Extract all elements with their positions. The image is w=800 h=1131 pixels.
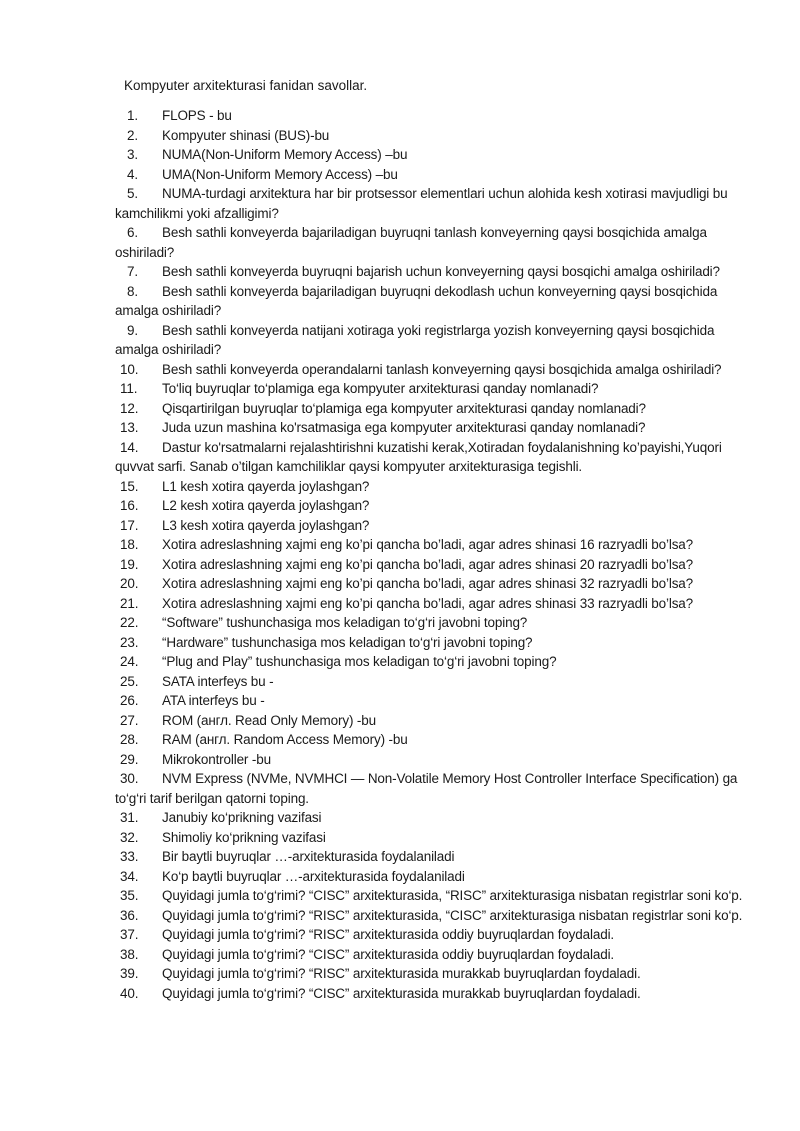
question-text: L2 kesh xotira qayerda joylashgan? [162,498,370,513]
question-number: 22. [120,615,139,630]
question-text: Quyidagi jumla to‘g‘rimi? “RISC” arxitekturasida oddiy buyruqlardan foydaladi. [162,927,615,942]
question-text: Bir baytli buyruqlar …-arxitekturasida foydalaniladi [162,849,455,864]
question-item [115,613,745,633]
question-number: 39. [120,966,139,981]
question-text: Mikrokontroller -bu [162,751,271,767]
question-number: 14. [120,439,139,455]
question-number: 21. [120,595,139,611]
question-item [115,867,745,887]
question-text: To‘liq buyruqlar to‘plamiga ega kompyuter arxitekturasi qanday nomlanadi? [162,381,599,396]
question-item [115,516,745,536]
question-item [115,652,745,672]
question-item [115,691,745,711]
document-title: Kompyuter arxitekturasi fanidan savollar. [124,78,368,93]
question-number: 18. [120,537,139,552]
question-item [115,925,745,945]
question-text: Xotira adreslashning xajmi eng ko’pi qancha bo’ladi, agar adres shinasi 32 razryadli bo’lsa? [162,576,694,591]
question-number: 13. [120,420,139,435]
question-number: 2. [127,127,138,143]
question-text: ROM (англ. Read Only Memory) -bu [162,712,376,728]
question-item [115,399,745,419]
question-number: 17. [120,517,139,533]
question-list [115,106,745,1003]
question-text: Quyidagi jumla to‘g‘rimi? “CISC” arxitekturasida murakkab buyruqlardan foydaladi. [162,985,641,1001]
question-text: Besh sathli konveyerda natijani xotiraga yoki registrlarga yozish konveyerning qaysi bosqichida amalga oshiriladi? [115,322,715,357]
question-number: 15. [120,478,139,494]
question-number: 27. [120,712,139,728]
question-item [115,633,745,653]
question-item [115,945,745,965]
question-item [115,750,745,770]
question-item [115,496,745,516]
question-number: 36. [120,907,139,923]
question-text: “Plug and Play” tushunchasiga mos keladigan to‘g‘ri javobni toping? [162,654,557,669]
question-text: “Hardware” tushunchasiga mos keladigan to‘g‘ri javobni toping? [162,634,533,650]
question-text: Qisqartirilgan buyruqlar to‘plamiga ega kompyuter arxitekturasi qanday nomlanadi? [162,400,646,416]
question-text: Juda uzun mashina ko'rsatmasiga ega kompyuter arxitekturasi qanday nomlanadi? [162,420,646,435]
question-number: 3. [127,147,138,162]
question-text: Besh sathli konveyerda bajariladigan buyruqni tanlash konveyerning qaysi bosqichida amalga oshiriladi? [115,225,707,260]
question-text: L3 kesh xotira qayerda joylashgan? [162,517,370,533]
question-text: NUMA(Non-Uniform Memory Access) –bu [162,147,408,162]
question-text: Besh sathli konveyerda bajariladigan buyruqni dekodlash uchun konveyerning qaysi bosqichida amalga oshiriladi? [115,283,718,318]
question-number: 31. [120,810,139,825]
question-number: 8. [127,283,138,299]
question-text: Quyidagi jumla to‘g‘rimi? “CISC” arxitekturasida oddiy buyruqlardan foydaladi. [162,946,615,962]
question-number: 26. [120,693,139,708]
question-text: RAM (англ. Random Access Memory) -bu [162,732,408,747]
question-text: Besh sathli konveyerda operandalarni tanlash konveyerning qaysi bosqichida amalga oshiriladi? [162,361,722,377]
question-text: NVM Express (NVMe, NVMHCI — Non-Volatile Memory Host Controller Interface Specification) ga to‘g‘ri tarif berilgan qatorni toping. [115,771,738,806]
question-item [115,730,745,750]
question-item [115,438,745,477]
question-number: 29. [120,751,139,767]
question-item [115,847,745,867]
question-item [115,808,745,828]
question-text: Ko‘p baytli buyruqlar …-arxitekturasida foydalaniladi [162,868,465,884]
question-item [115,828,745,848]
question-item [115,672,745,692]
question-number: 24. [120,654,139,669]
question-item [115,711,745,731]
question-text: Janubiy ko‘prikning vazifasi [162,810,322,825]
question-item [115,184,745,223]
question-number: 25. [120,673,139,689]
question-number: 20. [120,576,139,591]
question-text: Xotira adreslashning xajmi eng ko’pi qancha bo’ladi, agar adres shinasi 16 razryadli bo’lsa? [162,537,694,552]
question-item [115,886,745,906]
question-number: 19. [120,556,139,572]
question-item [115,535,745,555]
question-text: “Software” tushunchasiga mos keladigan to‘g‘ri javobni toping? [162,615,528,630]
question-text: Shimoliy ko‘prikning vazifasi [162,829,326,845]
question-text: Xotira adreslashning xajmi eng ko’pi qancha bo’ladi, agar adres shinasi 20 razryadli bo’lsa? [162,556,694,572]
question-item [115,321,745,360]
question-text: ATA interfeys bu - [162,693,265,708]
question-number: 4. [127,166,138,182]
question-item [115,984,745,1004]
question-text: Besh sathli konveyerda buyruqni bajarish uchun konveyerning qaysi bosqichi amalga oshiriladi? [162,264,720,279]
question-item [115,282,745,321]
question-number: 32. [120,829,139,845]
question-item [115,126,745,146]
question-item [115,594,745,614]
question-item [115,418,745,438]
question-number: 7. [127,264,138,279]
question-item [115,555,745,575]
question-number: 30. [120,771,139,786]
question-item [115,145,745,165]
question-item [115,769,745,808]
question-number: 33. [120,849,139,864]
question-text: UMA(Non-Uniform Memory Access) –bu [162,166,398,182]
question-item [115,379,745,399]
question-text: L1 kesh xotira qayerda joylashgan? [162,478,370,494]
question-number: 16. [120,498,139,513]
question-text: SATA interfeys bu - [162,673,274,689]
question-text: Kompyuter shinasi (BUS)-bu [162,127,330,143]
question-item [115,106,745,126]
question-item [115,906,745,926]
question-item [115,165,745,185]
question-number: 9. [127,322,138,338]
question-number: 1. [127,108,138,123]
question-text: Quyidagi jumla to‘g‘rimi? “RISC” arxitekturasida murakkab buyruqlardan foydaladi. [162,966,641,981]
question-number: 5. [127,186,138,201]
question-item [115,360,745,380]
question-number: 40. [120,985,139,1001]
question-text: Quyidagi jumla to‘g‘rimi? “RISC” arxitekturasida, “CISC” arxitekturasiga nisbatan registrlar soni ko‘p. [162,907,743,923]
question-text: Xotira adreslashning xajmi eng ko’pi qancha bo’ladi, agar adres shinasi 33 razryadli bo’lsa? [162,595,694,611]
question-text: Dastur ko'rsatmalarni rejalashtirishni kuzatishi kerak,Xotiradan foydalanishning ko’payishi,Yuqori quvvat sarfi. Sanab o’tilgan kamchiliklar qaysi kompyuter arxitekturasiga tegishli. [115,439,722,474]
question-number: 12. [120,400,139,416]
question-text: Quyidagi jumla to‘g‘rimi? “CISC” arxitekturasida, “RISC” arxitekturasiga nisbatan registrlar soni ko‘p. [162,888,743,903]
question-number: 6. [127,225,138,240]
question-text: NUMA-turdagi arxitektura har bir protsessor elementlari uchun alohida kesh xotirasi mavjudligi bu kamchilikmi yoki afzalligimi? [115,186,728,221]
question-number: 10. [120,361,139,377]
question-text: FLOPS - bu [162,108,232,123]
question-number: 34. [120,868,139,884]
question-item [115,574,745,594]
question-item [115,223,745,262]
question-item [115,477,745,497]
question-number: 28. [120,732,139,747]
question-item [115,262,745,282]
question-item [115,964,745,984]
question-number: 23. [120,634,139,650]
question-number: 35. [120,888,139,903]
question-number: 11. [120,381,138,396]
question-number: 38. [120,946,139,962]
question-number: 37. [120,927,139,942]
